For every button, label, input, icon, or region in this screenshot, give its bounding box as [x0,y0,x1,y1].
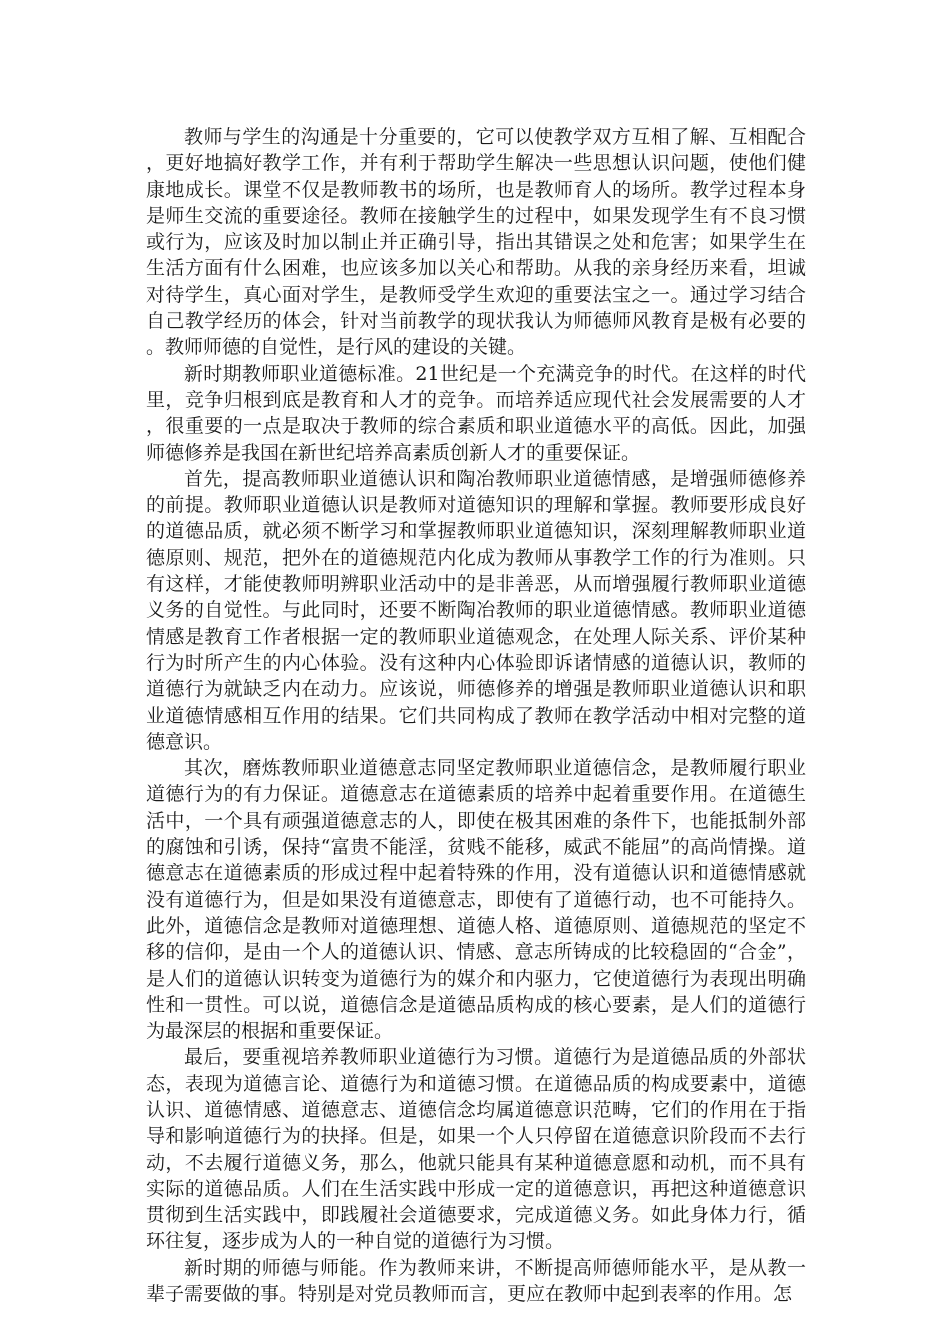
paragraph-ethics-and-ability: 新时期的师德与师能。作为教师来讲，不断提高师德师能水平，是从教一辈子需要做的事。特别是对党员教师而言，更应在教师中起到表率的作用。怎 [146,1256,806,1306]
paragraph-second-moral-will: 其次，磨炼教师职业道德意志同坚定教师职业道德信念，是教师履行职业道德行为的有力保证。道德意志在道德素质的培养中起着重要作用。在道德生活中，一个具有顽强道德意志的人，即使在极其困难的条件下，也能抵制外部的腐蚀和引诱，保持“富贵不能淫，贫贱不能移，威武不能屈”的高尚情操。道德意志在道德素质的形成过程中起着特殊的作用，没有道德认识和道德情感就没有道德行为，但是如果没有道德意志，即使有了道德行动，也不可能持久。此外，道德信念是教师对道德理想、道德人格、道德原则、道德规范的坚定不移的信仰，是由一个人的道德认识、情感、意志所铸成的比较稳固的“合金”，是人们的道德认识转变为道德行为的媒介和内驱力，它使道德行为表现出明确性和一贯性。可以说，道德信念是道德品质构成的核心要素，是人们的道德行为最深层的根据和重要保证。 [146,757,806,1043]
paragraph-professional-ethics-standard: 新时期教师职业道德标准。21世纪是一个充满竞争的时代。在这样的时代里，竞争归根到底是教育和人才的竞争。而培养适应现代社会发展需要的人才，很重要的一点是取决于教师的综合素质和职业道德水平的高低。因此，加强师德修养是我国在新世纪培养高素质创新人才的重要保证。 [146,362,806,464]
paragraph-teacher-student-communication: 教师与学生的沟通是十分重要的，它可以使教学双方互相了解、互相配合，更好地搞好教学工作，并有利于帮助学生解决一些思想认识问题，使他们健康地成长。课堂不仅是教师教书的场所，也是教师育人的场所。教学过程本身是师生交流的重要途径。教师在接触学生的过程中，如果发现学生有不良习惯或行为，应该及时加以制止并正确引导，指出其错误之处和危害；如果学生在生活方面有什么困难，也应该多加以关心和帮助。从我的亲身经历来看，坦诚对待学生，真心面对学生，是教师受学生欢迎的重要法宝之一。通过学习结合自己教学经历的体会，针对当前教学的现状我认为师德师风教育是极有必要的。教师师德的自觉性，是行风的建设的关键。 [146,126,806,359]
paragraph-last-moral-habits: 最后，要重视培养教师职业道德行为习惯。道德行为是道德品质的外部状态，表现为道德言论、道德行为和道德习惯。在道德品质的构成要素中，道德认识、道德情感、道德意志、道德信念均属道德意识范畴，它们的作用在于指导和影响道德行为的抉择。但是，如果一个人只停留在道德意识阶段而不去行动，不去履行道德义务，那么，他就只能具有某种道德意愿和动机，而不具有实际的道德品质。人们在生活实践中形成一定的道德意识，再把这种道德意识贯彻到生活实践中，即践履社会道德要求，完成道德义务。如此身体力行，循环往复，逐步成为人的一种自觉的道德行为习惯。 [146,1046,806,1253]
paragraph-first-moral-cognition: 首先，提高教师职业道德认识和陶冶教师职业道德情感，是增强师德修养的前提。教师职业道德认识是教师对道德知识的理解和掌握。教师要形成良好的道德品质，就必须不断学习和掌握教师职业道德知识，深刻理解教师职业道德原则、规范，把外在的道德规范内化成为教师从事教学工作的行为准则。只有这样，才能使教师明辨职业活动中的是非善恶，从而增强履行教师职业道德义务的自觉性。与此同时，还要不断陶冶教师的职业道德情感。教师职业道德情感是教育工作者根据一定的教师职业道德观念，在处理人际关系、评价某种行为时所产生的内心体验。没有这种内心体验即诉诸情感的道德认识，教师的道德行为就缺乏内在动力。应该说，师德修养的增强是教师职业道德认识和职业道德情感相互作用的结果。它们共同构成了教师在教学活动中相对完整的道德意识。 [146,467,806,753]
document-page [146,124,806,1307]
